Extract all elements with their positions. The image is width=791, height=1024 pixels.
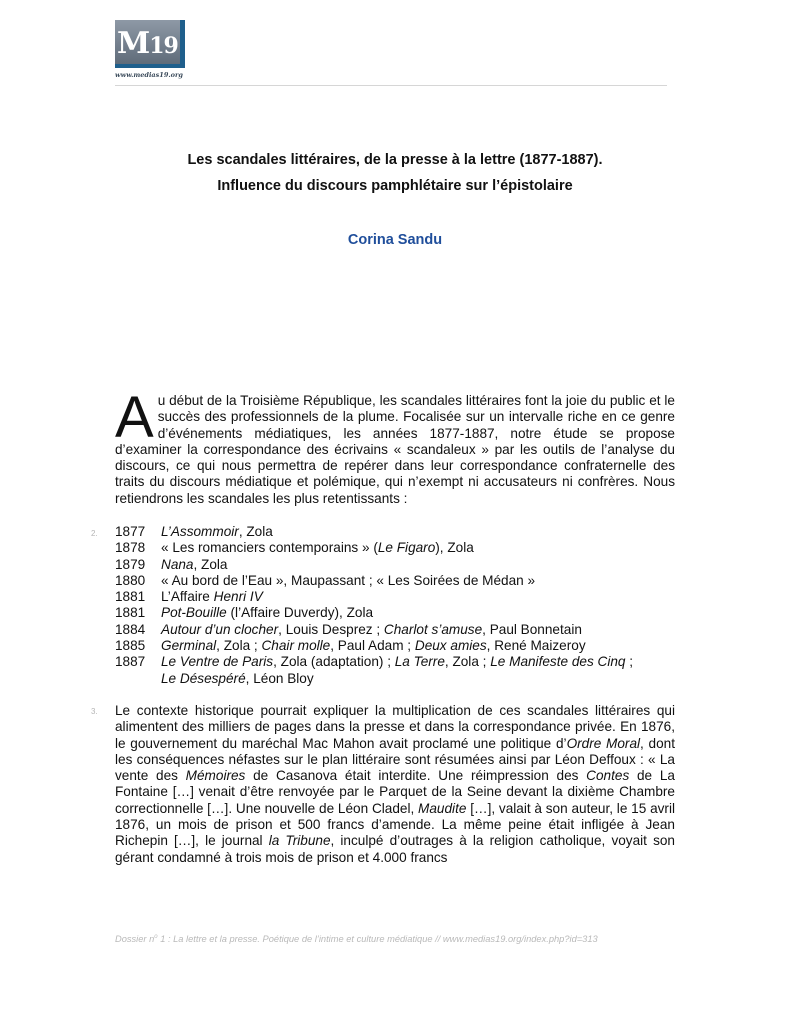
text-run: (l’Affaire Duverdy), Zola (226, 605, 374, 621)
footer-sup: o (154, 934, 158, 940)
article-subtitle: Influence du discours pamphlétaire sur l’épistolaire (217, 178, 573, 194)
text-run: Le contexte historique pourrait expliquer la multiplication de ces scandales littéraires qui alimentent des milliers de pages dans la presse et dans la correspondance privée. En 1876, le gouvernement du maréchal Mac Mahon avait proclamé une politique d’ (115, 703, 675, 751)
text-run: , dont les conséquences néfastes sur le plan littéraire sont résumées ainsi par Léon Deffoux : « La vente des (115, 735, 675, 784)
chronology-row (115, 671, 675, 687)
year: 1885 (115, 638, 146, 654)
work-title: Charlot s’amuse (383, 621, 483, 637)
year: 1881 (115, 589, 146, 605)
header-divider (115, 85, 667, 86)
paragraph-number: 3. (91, 707, 98, 716)
text-run: de La Fontaine […] venait d’être renvoyée par le Parquet de la Seine devant la dixième Chambre correctionnelle […]. Une nouvelle de Léon Cladel, (115, 768, 675, 816)
chronology-row (115, 622, 675, 638)
work-title: Ordre Moral (566, 735, 641, 751)
page-footer (115, 934, 675, 944)
text-run: de Casanova était interdite. Une réimpression des (245, 768, 587, 784)
logo-mark (115, 20, 185, 68)
chronology-row (115, 557, 675, 573)
text-run: , inculpé d’outrages à la religion catholique, voyait son gérant condamné à trois mois de prison et 4.000 francs (115, 833, 675, 865)
text-run: […], valait à son auteur, le 15 avril 1876, un mois de prison et 500 francs d’amende. La même peine était infligée à Jean Richepin […], le journal (115, 800, 675, 849)
text-run: , Paul Adam ; (330, 638, 415, 654)
text-run: , Zola (238, 524, 273, 539)
logo-number: 19 (149, 33, 178, 59)
work-title: Contes (586, 768, 630, 784)
year: 1879 (115, 556, 146, 572)
chronology-row (115, 654, 675, 670)
scandal-chronology (115, 524, 675, 687)
text-run: ; (625, 654, 634, 670)
author-name[interactable]: Corina Sandu (347, 232, 443, 248)
intro-text: u début de la Troisième République, les scandales littéraires font la joie du public et le succès des professionnels de la plume. Focalisée sur un intervalle riche en ce genre d’événements médiatiques, les années 1877-1887, notre étude se propose d’examiner la correspondance des écrivains « scandaleux » par les outils de l’analyse du discours, ce qui nous permettra de repérer dans leur correspondance confraternelle des traits du discours médiatique et polémique, qui n’exempt ni accusateurs ni confrères. Nous retiendrons les scandales les plus retentissants : (115, 393, 675, 506)
work-title: Le Désespéré (161, 670, 246, 686)
work-title: Germinal (161, 638, 217, 654)
chronology-row (115, 638, 675, 654)
text-run: « Au bord de l’Eau », Maupassant ; « Les Soirées de Médan » (161, 572, 536, 588)
chronology-row (115, 524, 675, 540)
text-run: ), Zola (435, 540, 474, 556)
chronology-row (115, 589, 675, 605)
logo-url: www.medias19.org (115, 71, 183, 79)
work-title: Deux amies (414, 638, 487, 654)
medias19-logo[interactable] (115, 20, 189, 80)
work-title: Henri IV (213, 589, 263, 605)
text-run: , Louis Desprez ; (278, 621, 384, 637)
year: 1880 (115, 572, 146, 588)
year: 1884 (115, 621, 146, 637)
text-run: , Zola (adaptation) ; (273, 654, 395, 670)
year: 1877 (115, 524, 146, 539)
text-run: , Paul Bonnetain (482, 621, 582, 637)
work-title: Chair molle (261, 638, 331, 654)
article-title: Les scandales littéraires, de la presse à la lettre (1877-1887). (187, 152, 603, 168)
text-run: , Zola (193, 556, 228, 572)
work-title: L’Assommoir (161, 524, 239, 539)
year: 1887 (115, 654, 146, 670)
work-title: Nana (161, 556, 194, 572)
work-title: La Terre (394, 654, 445, 670)
context-paragraph (115, 703, 675, 866)
text-run: L’Affaire (161, 589, 214, 605)
text-run: , Zola ; (444, 654, 491, 670)
text-run: , Zola ; (216, 638, 262, 654)
chronology-row (115, 540, 675, 556)
text-run: , René Maizeroy (486, 638, 586, 654)
work-title: Pot-Bouille (161, 605, 227, 621)
logo-letter: M (117, 26, 150, 61)
year: 1881 (115, 605, 146, 621)
intro-paragraph (115, 385, 675, 507)
footer-text: 1 : La lettre et la presse. Poétique de l’intime et culture médiatique // www.medias19.org/index.php?id=313 (157, 934, 598, 945)
work-title: la Tribune (268, 833, 331, 849)
work-title: Le Ventre de Paris (161, 654, 274, 670)
footer-prefix: Dossier n (115, 934, 155, 945)
work-title: Le Figaro (377, 540, 436, 556)
text-run: « Les romanciers contemporains » ( (161, 540, 378, 556)
year: 1878 (115, 540, 146, 556)
work-title: Mémoires (185, 768, 246, 784)
drop-cap: A (115, 385, 154, 450)
chronology-row (115, 573, 675, 589)
chronology-row (115, 605, 675, 621)
work-title: Autour d’un clocher (161, 621, 279, 637)
text-run: , Léon Bloy (245, 670, 314, 686)
paragraph-number: 2. (91, 529, 98, 538)
work-title: Le Manifeste des Cinq (490, 654, 626, 670)
work-title: Maudite (418, 800, 467, 816)
